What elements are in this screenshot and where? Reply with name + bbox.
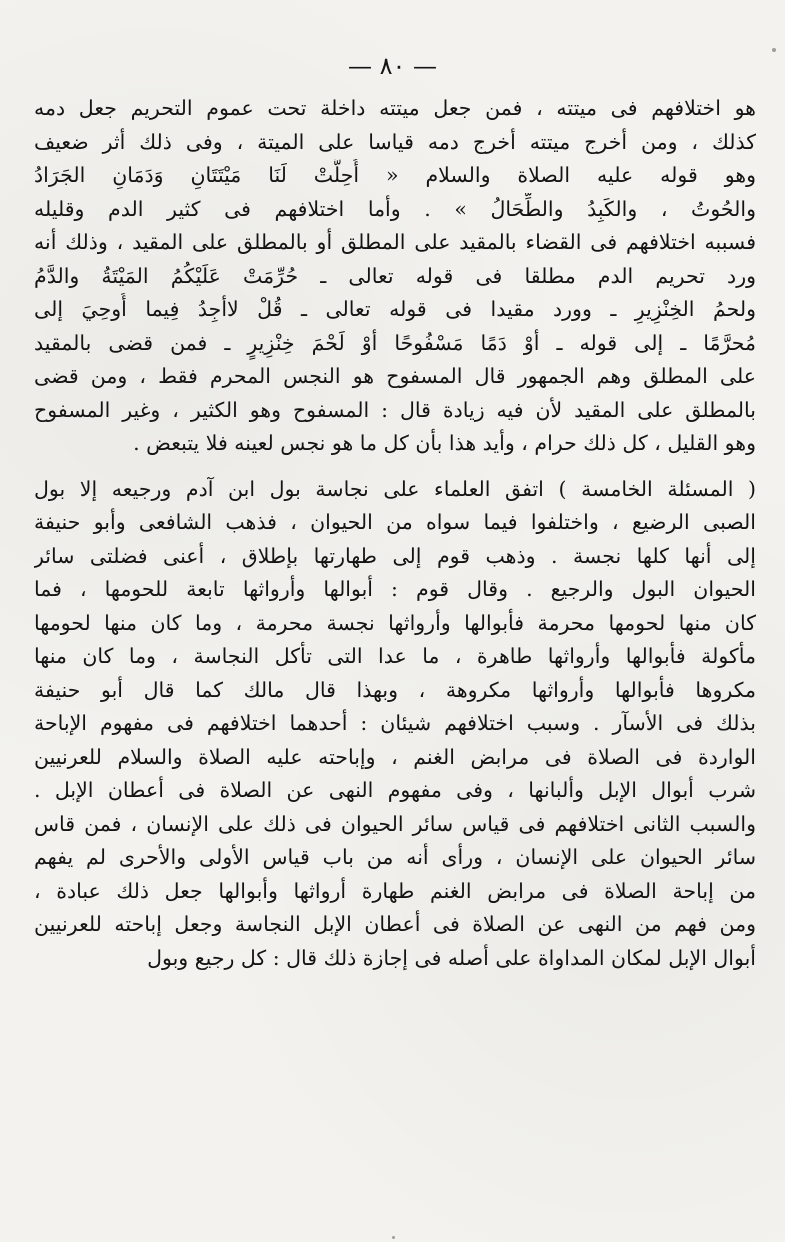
text-line: بذلك فى الأسآر . وسبب اختلافهم شيئان : أحدهما اختلافهم فى مفهوم الإباحة	[34, 711, 756, 735]
scan-speck	[392, 1236, 395, 1239]
paragraph-dam-blood	[34, 92, 756, 461]
text-line: بالمطلق على المقيد لأن فيه زيادة قال : المسفوح وهو الكثير ، وغير المسفوح	[34, 397, 756, 422]
text-line: أبوال الإبل لمكان المداواة على أصله فى إجازة ذلك قال : كل رجيع وبول	[147, 945, 756, 970]
paragraph-fifth-issue	[34, 473, 756, 976]
paragraph-gap	[34, 461, 756, 473]
text-line: إلى أنها كلها نجسة . وذهب قوم إلى طهارتها بإطلاق ، أعنى فضلتى سائر	[34, 543, 756, 568]
text-line: والحُوتُ ، والكَبِدُ والطِّحَالُ » . وأما اختلافهم فى كثير الدم وقليله	[34, 196, 756, 221]
text-line: على المطلق وهم الجمهور قال المسفوح هو النجس المحرم فقط ، ومن قضى	[34, 364, 756, 388]
text-line: كذلك ، ومن أخرج ميتته أخرج دمه قياسا على الميتة ، وفى ذلك أثر ضعيف	[34, 129, 756, 154]
scan-speck	[772, 48, 776, 52]
text-line: ( المسئلة الخامسة ) اتفق العلماء على نجاسة بول ابن آدم ورجيعه إلا بول	[34, 476, 756, 501]
text-line: سائر الحيوان على الإنسان ، ورأى أنه من باب قياس الأولى والأحرى لم يفهم	[34, 845, 756, 869]
text-line: من إباحة الصلاة فى مرابض الغنم طهارة أرواثها وأبوالها جعل ذلك عبادة ،	[34, 878, 756, 903]
page-number: — ٨٠ —	[347, 52, 438, 80]
text-line: مكروها فأبوالها وأرواثها مكروهة ، وبهذا قال مالك كما قال أبو حنيفة	[34, 677, 756, 702]
text-line: هو اختلافهم فى ميتته ، فمن جعل ميتته داخلة تحت عموم التحريم جعل دمه	[34, 96, 756, 120]
text-line: الواردة فى الصلاة فى مرابض الغنم ، وإباحته عليه الصلاة والسلام للعرنيين	[34, 744, 756, 769]
text-line: وهو القليل ، كل ذلك حرام ، وأيد هذا بأن كل ما هو نجس لعينه فلا يتبعض .	[133, 431, 756, 455]
text-line: ولحمُ الخِنْزِيرِ ـ وورد مقيدا فى قوله تعالى ـ قُلْ لاأجِدُ فِيما أُوحِيَ إلى	[34, 297, 756, 321]
text-line: شرب أبوال الإبل وألبانها ، وفى مفهوم النهى عن الصلاة فى أعطان الإبل .	[34, 778, 756, 802]
text-line: ومن فهم من النهى عن الصلاة فى أعطان الإبل النجاسة وجعل إباحته للعرنيين	[34, 912, 756, 936]
text-line: ورد تحريم الدم مطلقا فى قوله تعالى ـ حُرِّمَتْ عَلَيْكُمُ المَيْتَةُ والدَّمُ	[34, 263, 756, 288]
text-line: فسببه اختلافهم فى القضاء بالمقيد على المطلق أو بالمطلق على المقيد ، وذلك أنه	[34, 230, 756, 254]
text-line: والسبب الثانى اختلافهم فى قياس سائر الحيوان فى ذلك على الإنسان ، فمن قاس	[34, 811, 756, 836]
text-line: مأكولة فأبوالها وأرواثها طاهرة ، ما عدا التى تأكل النجاسة ، وما كان منها	[34, 644, 756, 668]
text-line: مُحرَّمًا ـ إلى قوله ـ أوْ دَمًا مَسْفُوحًا أوْ لَحْمَ خِنْزِيرٍ ـ فمن قضى بالمقيد	[34, 330, 756, 355]
text-line: كان منها لحومها محرمة فأبوالها وأرواثها نجسة محرمة ، وما كان منها لحومها	[34, 610, 756, 635]
text-line: الحيوان البول والرجيع . وقال قوم : أبوالها وأرواثها تابعة للحومها ، فما	[34, 577, 756, 601]
text-line: الصبى الرضيع ، واختلفوا فيما سواه من الحيوان ، فذهب الشافعى وأبو حنيفة	[34, 510, 756, 534]
body-text	[34, 92, 756, 975]
text-line: وهو قوله عليه الصلاة والسلام « أُحِلَّتْ لَنَا مَيْتَتَانِ وَدَمَانِ الجَرَادُ	[34, 163, 756, 187]
